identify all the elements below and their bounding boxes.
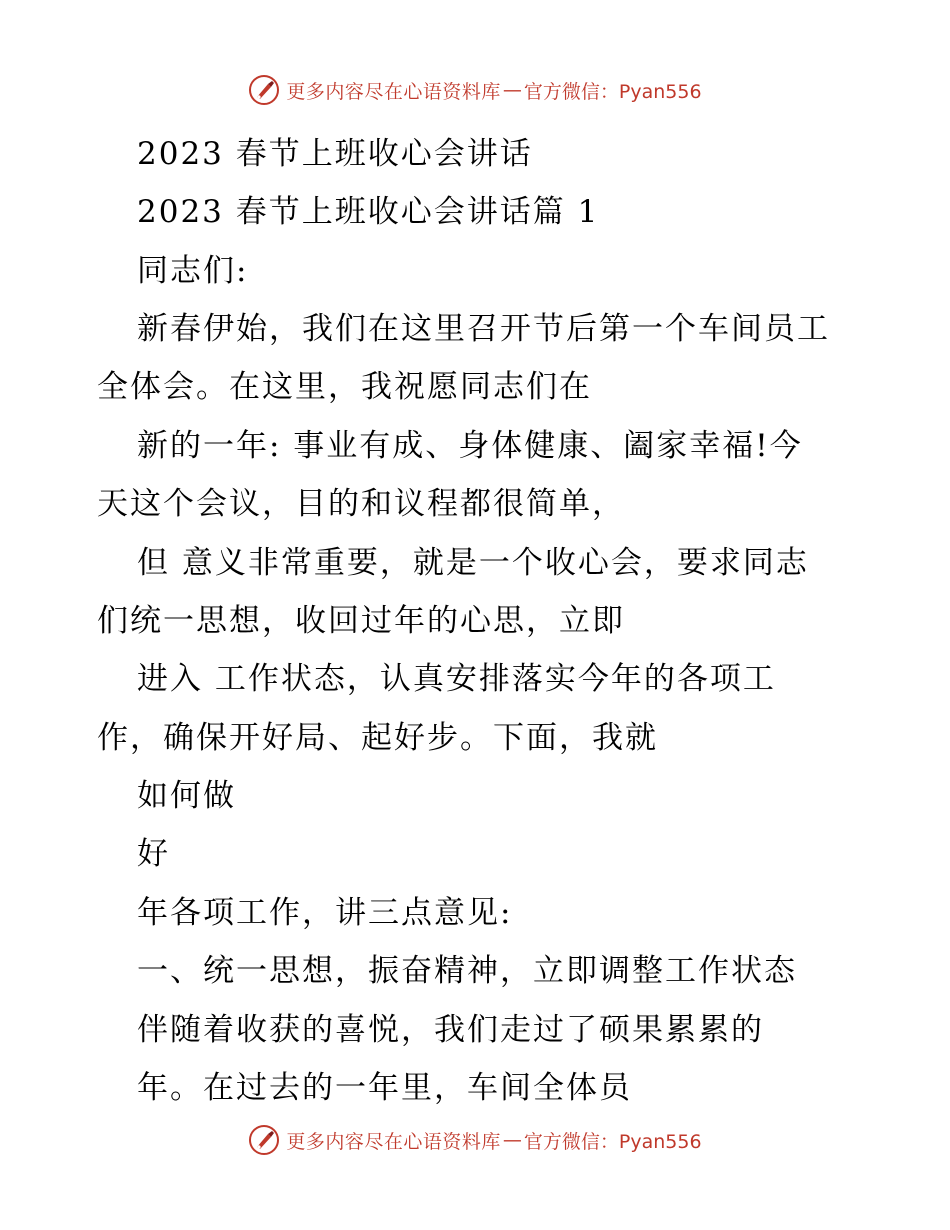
- text-line: 全体会。在这里，我祝愿同志们在: [97, 369, 592, 405]
- text-line: 伴随着收获的喜悦，我们走过了硕果累累的: [137, 1012, 764, 1048]
- text-line: 但 意义非常重要，就是一个收心会，要求同志: [137, 545, 809, 581]
- watermark-wechat: 官方微信：Pyan556: [523, 80, 702, 103]
- text-line: 新的一年: 事业有成、身体健康、阖家幸福!今: [137, 428, 803, 464]
- pen-nib-logo-icon: [248, 1124, 280, 1156]
- text-line: 新春伊始，我们在这里召开节后第一个车间员工: [137, 311, 830, 347]
- watermark-separator: —: [502, 1129, 522, 1151]
- text-line: 进入 工作状态，认真安排落实今年的各项工: [137, 661, 776, 697]
- section-heading: 一、统一思想，振奋精神，立即调整工作状态: [137, 953, 797, 989]
- text-line: 同志们:: [137, 253, 249, 289]
- text-line: 如何做: [137, 778, 236, 814]
- text-line: 年。在过去的一年里，车间全体员: [137, 1070, 632, 1106]
- pen-nib-logo-icon: [248, 74, 280, 106]
- watermark-wechat: 官方微信：Pyan556: [523, 1130, 702, 1153]
- text-line: 们统一思想，收回过年的心思，立即: [97, 603, 625, 639]
- text-line: 好: [137, 836, 170, 872]
- document-title: 2023 春节上班收心会讲话: [137, 136, 533, 172]
- document-subtitle: 2023 春节上班收心会讲话篇 1: [137, 194, 600, 230]
- watermark-header: [0, 70, 950, 110]
- watermark-text: 更多内容尽在心语资料库: [286, 80, 501, 103]
- text-line: 年各项工作，讲三点意见:: [137, 895, 513, 931]
- text-line: 作，确保开好局、起好步。下面，我就: [97, 720, 658, 756]
- text-line: 天这个会议，目的和议程都很简单，: [97, 486, 625, 522]
- watermark-text: 更多内容尽在心语资料库: [286, 1130, 501, 1153]
- watermark-footer: [0, 1120, 950, 1160]
- watermark-separator: —: [502, 79, 522, 101]
